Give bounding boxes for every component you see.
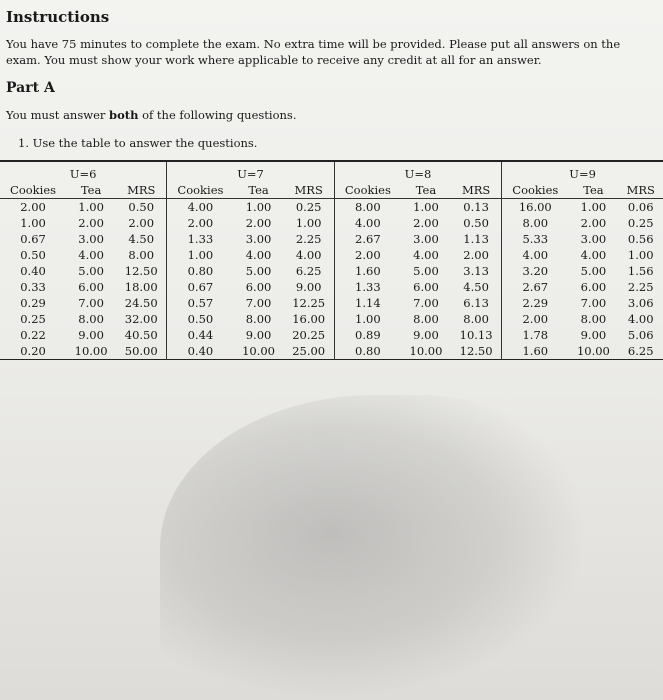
- table-cell: 4.50: [451, 279, 502, 295]
- table-cell: 0.67: [187, 280, 214, 294]
- table-cell: 2.00: [116, 215, 167, 231]
- table-cell: 8.00: [355, 200, 381, 214]
- table-cell: 1.14: [355, 296, 381, 310]
- table-cell: 9.00: [78, 328, 104, 342]
- table-cell: 10.00: [576, 344, 610, 358]
- column-header-cookies: Cookies: [334, 182, 401, 199]
- table-cell: 0.50: [116, 199, 167, 216]
- table-cell: 9.00: [413, 328, 439, 342]
- table-cell: 10.00: [409, 344, 443, 358]
- table-row: [0, 247, 663, 263]
- table-cell: 4.50: [116, 231, 167, 247]
- table-cell: 50.00: [116, 343, 167, 360]
- table-cell: 25.00: [284, 343, 335, 360]
- table-cell: 2.29: [522, 296, 549, 310]
- table-cell: 2.67: [522, 280, 549, 294]
- table-cell: 4.00: [627, 312, 654, 326]
- table-cell: 0.29: [20, 296, 46, 310]
- table-cell: 2.00: [580, 216, 607, 230]
- table-cell: 10.00: [74, 344, 108, 358]
- table-cell: 12.25: [284, 295, 335, 311]
- column-header-tea: Tea: [234, 182, 284, 199]
- table-cell: 1.78: [522, 328, 549, 342]
- table-cell: 0.40: [187, 344, 214, 358]
- column-header-row: [0, 182, 663, 199]
- column-header-mrs: MRS: [284, 182, 335, 199]
- group-header-u8: U=8: [334, 161, 501, 182]
- question-1: 1. Use the table to answer the questions.: [18, 136, 258, 150]
- column-header-cookies: Cookies: [0, 182, 66, 199]
- table-cell: 0.50: [187, 312, 214, 326]
- table-cell: 6.00: [413, 280, 439, 294]
- group-header-u7: U=7: [167, 161, 334, 182]
- part-a-instruction: [6, 108, 296, 122]
- table-cell: 0.33: [20, 280, 46, 294]
- table-cell: 0.44: [187, 328, 214, 342]
- table-cell: 18.00: [116, 279, 167, 295]
- table-cell: 1.60: [355, 264, 381, 278]
- table-cell: 2.00: [187, 216, 214, 230]
- table-row: [0, 215, 663, 231]
- table-row: [0, 343, 663, 360]
- table-cell: 6.00: [580, 280, 607, 294]
- table-cell: 40.50: [116, 327, 167, 343]
- table-cell: 0.25: [627, 216, 654, 230]
- table-cell: 3.00: [413, 232, 439, 246]
- column-header-mrs: MRS: [451, 182, 502, 199]
- table-cell: 8.00: [78, 312, 104, 326]
- table-cell: 3.00: [580, 232, 607, 246]
- table-cell: 8.00: [413, 312, 439, 326]
- column-header-mrs: MRS: [618, 182, 663, 199]
- table-cell: 0.06: [627, 200, 654, 214]
- table-cell: 1.33: [187, 232, 214, 246]
- table-row: [0, 327, 663, 343]
- table-cell: 2.00: [355, 248, 381, 262]
- table-cell: 4.00: [413, 248, 439, 262]
- table-cell: 5.00: [245, 264, 272, 278]
- table-cell: 5.00: [580, 264, 607, 278]
- table-cell: 4.00: [284, 247, 335, 263]
- table-cell: 0.25: [284, 199, 335, 216]
- table-cell: 20.25: [284, 327, 335, 343]
- table-row: [0, 263, 663, 279]
- mrs-table-container: [0, 160, 663, 373]
- hand-shadow: [160, 395, 590, 700]
- table-cell: 2.00: [245, 216, 272, 230]
- table-cell: 10.13: [451, 327, 502, 343]
- table-cell: 1.00: [355, 312, 381, 326]
- part-a-text-prefix: You must answer: [6, 108, 110, 122]
- table-cell: 2.25: [284, 231, 335, 247]
- table-cell: 4.00: [522, 248, 549, 262]
- mrs-table: [0, 160, 663, 360]
- table-cell: 32.00: [116, 311, 167, 327]
- column-header-mrs: MRS: [116, 182, 167, 199]
- table-row: [0, 279, 663, 295]
- table-cell: 0.25: [20, 312, 46, 326]
- table-cell: 7.00: [413, 296, 439, 310]
- table-cell: 1.00: [245, 200, 272, 214]
- table-cell: 0.80: [355, 344, 381, 358]
- table-cell: 2.00: [413, 216, 439, 230]
- instructions-text: You have 75 minutes to complete the exam. No extra time will be provided. Please put all answers on the exam. You must show your work where applicable to receive any credit at all for an answer.: [6, 37, 621, 67]
- utility-group-row: [0, 161, 663, 182]
- column-header-cookies: Cookies: [167, 182, 234, 199]
- table-cell: 10.00: [242, 344, 275, 358]
- part-a-text-bold: both: [109, 108, 139, 122]
- table-cell: 16.00: [518, 200, 552, 214]
- instructions-heading: Instructions: [6, 8, 110, 26]
- table-cell: 7.00: [245, 296, 272, 310]
- table-cell: 0.22: [20, 328, 46, 342]
- group-header-u9: U=9: [569, 167, 596, 181]
- table-cell: 8.00: [522, 216, 549, 230]
- table-cell: 2.00: [451, 247, 502, 263]
- table-cell: 0.80: [187, 264, 214, 278]
- table-cell: 4.00: [78, 248, 104, 262]
- table-cell: 12.50: [451, 343, 502, 360]
- table-cell: 0.50: [451, 215, 502, 231]
- table-cell: 1.56: [627, 264, 654, 278]
- part-a-heading: Part A: [6, 80, 55, 96]
- table-cell: 8.00: [245, 312, 272, 326]
- table-cell: 6.00: [245, 280, 272, 294]
- table-cell: 3.20: [522, 264, 549, 278]
- table-cell: 0.56: [627, 232, 654, 246]
- table-cell: 0.20: [20, 344, 46, 358]
- column-header-tea: Tea: [568, 182, 618, 199]
- table-cell: 8.00: [451, 311, 502, 327]
- table-cell: 1.13: [451, 231, 502, 247]
- table-cell: 2.00: [20, 200, 46, 214]
- table-cell: 6.25: [627, 344, 654, 358]
- table-cell: 2.00: [78, 216, 104, 230]
- table-cell: 0.57: [187, 296, 214, 310]
- table-row: [0, 295, 663, 311]
- table-cell: 6.13: [451, 295, 502, 311]
- table-row: [0, 199, 663, 216]
- column-header-tea: Tea: [66, 182, 116, 199]
- table-cell: 2.67: [355, 232, 381, 246]
- column-header-cookies: Cookies: [502, 182, 569, 199]
- table-cell: 1.00: [20, 216, 46, 230]
- table-body: [0, 199, 663, 360]
- table-cell: 5.33: [522, 232, 549, 246]
- table-cell: 3.00: [245, 232, 272, 246]
- table-cell: 3.06: [627, 296, 654, 310]
- table-cell: 24.50: [116, 295, 167, 311]
- group-header-u6: U=6: [0, 161, 167, 182]
- table-cell: 3.00: [78, 232, 104, 246]
- table-cell: 9.00: [580, 328, 607, 342]
- table-cell: 8.00: [116, 247, 167, 263]
- table-cell: 0.67: [20, 232, 46, 246]
- part-a-text-suffix: of the following questions.: [138, 108, 297, 122]
- table-cell: 1.33: [355, 280, 381, 294]
- table-cell: 0.40: [20, 264, 46, 278]
- table-cell: 4.00: [245, 248, 272, 262]
- table-cell: 7.00: [78, 296, 104, 310]
- table-row: [0, 311, 663, 327]
- table-cell: 1.00: [284, 215, 335, 231]
- table-cell: 4.00: [187, 200, 214, 214]
- table-row: [0, 231, 663, 247]
- table-cell: 8.00: [580, 312, 607, 326]
- table-cell: 1.00: [78, 200, 104, 214]
- table-cell: 12.50: [116, 263, 167, 279]
- column-header-tea: Tea: [401, 182, 451, 199]
- table-cell: 5.00: [413, 264, 439, 278]
- table-cell: 6.00: [78, 280, 104, 294]
- table-cell: 2.25: [627, 280, 654, 294]
- table-cell: 4.00: [355, 216, 381, 230]
- table-cell: 4.00: [580, 248, 607, 262]
- table-cell: 1.00: [627, 248, 654, 262]
- table-cell: 1.60: [522, 344, 549, 358]
- table-cell: 1.00: [413, 200, 439, 214]
- table-cell: 0.89: [355, 328, 381, 342]
- table-cell: 1.00: [580, 200, 607, 214]
- table-cell: 0.50: [20, 248, 46, 262]
- table-cell: 16.00: [284, 311, 335, 327]
- table-cell: 5.06: [627, 328, 654, 342]
- table-cell: 9.00: [284, 279, 335, 295]
- table-cell: 2.00: [522, 312, 549, 326]
- table-cell: 6.25: [284, 263, 335, 279]
- table-cell: 3.13: [451, 263, 502, 279]
- table-cell: 7.00: [580, 296, 607, 310]
- table-cell: 1.00: [187, 248, 214, 262]
- table-cell: 0.13: [451, 199, 502, 216]
- table-cell: 9.00: [245, 328, 272, 342]
- table-cell: 5.00: [78, 264, 104, 278]
